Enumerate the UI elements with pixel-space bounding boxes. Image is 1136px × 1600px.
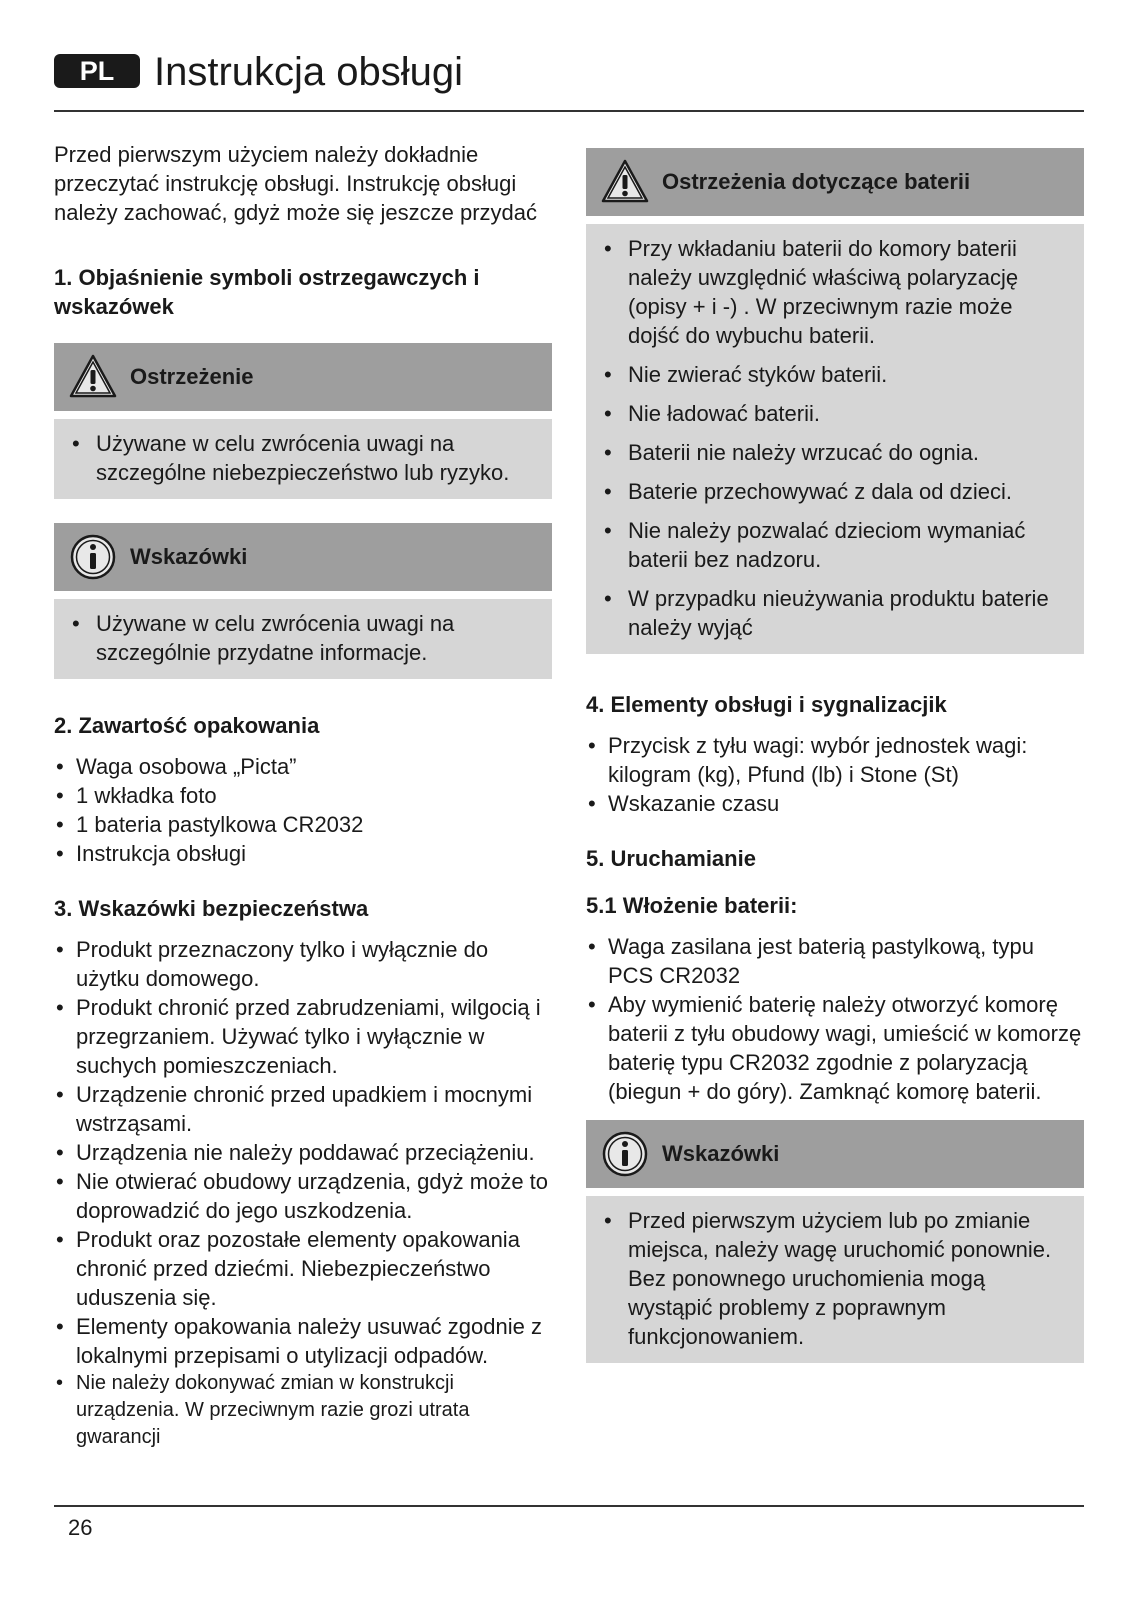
list-item: • Wskazanie czasu — [586, 789, 1084, 818]
list-item: • Produkt przeznaczony tylko i wyłącznie do użytku domowego. — [54, 935, 552, 993]
list-item: • Przy wkładaniu baterii do komory baterii należy uwzględnić właściwą polaryzację (opisy + i -) . W przeciwnym razie może dojść do wybuchu baterii. — [602, 234, 1068, 350]
page-header — [54, 48, 1084, 114]
hint-box-2-header — [586, 1120, 1084, 1188]
hint-box-label: Wskazówki — [130, 544, 248, 569]
hint-box-2 — [586, 1120, 1084, 1363]
language-badge: PL — [54, 54, 140, 88]
page-number: 26 — [68, 1515, 93, 1540]
list-item: • 1 wkładka foto — [54, 781, 552, 810]
warning-box — [54, 343, 552, 499]
list-item: • Nie zwierać styków baterii. — [602, 360, 1068, 389]
warning-box-label: Ostrzeżenie — [130, 364, 254, 389]
warning-triangle-icon — [600, 157, 650, 207]
section-1-heading: 1. Objaśnienie symboli ostrzegawczych i wskazówek — [54, 265, 480, 319]
page-title: Instrukcja obsługi — [154, 50, 464, 94]
info-circle-icon — [68, 532, 118, 582]
list-item: • Waga osobowa „Picta” — [54, 752, 552, 781]
battery-warning-body — [586, 224, 1084, 654]
package-contents-list — [54, 752, 552, 868]
hint-box — [54, 523, 552, 679]
list-item: • Urządzenia nie należy poddawać przeciążeniu. — [54, 1138, 552, 1167]
list-item: • Urządzenie chronić przed upadkiem i mocnymi wstrząsami. — [54, 1080, 552, 1138]
list-item: • Produkt chronić przed zabrudzeniami, wilgocią i przegrzaniem. Używać tylko i wyłącznie w suchych pomieszczeniach. — [54, 993, 552, 1080]
section-5-1-heading: 5.1 Włożenie baterii: — [586, 893, 798, 918]
controls-list — [586, 731, 1084, 818]
battery-insert-list — [586, 932, 1084, 1106]
list-item: • Waga zasilana jest baterią pastylkową, typu PCS CR2032 — [586, 932, 1084, 990]
battery-warning-box — [586, 148, 1084, 654]
list-item: • Nie należy pozwalać dzieciom wymaniać baterii bez nadzoru. — [602, 516, 1068, 574]
warning-triangle-icon — [68, 352, 118, 402]
hint-box-header — [54, 523, 552, 591]
list-item: • Instrukcja obsługi — [54, 839, 552, 868]
safety-list-small — [54, 1370, 552, 1451]
section-4-heading: 4. Elementy obsługi i sygnalizacjik — [586, 692, 947, 717]
hint-box-body — [54, 599, 552, 679]
list-item: • Używane w celu zwrócenia uwagi na szczególne niebezpieczeństwo lub ryzyko. — [70, 429, 536, 487]
safety-list — [54, 935, 552, 1370]
header-divider — [54, 110, 1084, 112]
intro-text: Przed pierwszym użyciem należy dokładnie przeczytać instrukcję obsługi. Instrukcję obsługi należy zachować, gdyż może się jeszcze przydać — [54, 142, 537, 225]
list-item: • Nie ładować baterii. — [602, 399, 1068, 428]
battery-warning-label: Ostrzeżenia dotyczące baterii — [662, 169, 971, 194]
list-item: • Elementy opakowania należy usuwać zgodnie z lokalnymi przepisami o utylizacji odpadów. — [54, 1312, 552, 1370]
list-item: • Używane w celu zwrócenia uwagi na szczególnie przydatne informacje. — [70, 609, 536, 667]
section-2-heading: 2. Zawartość opakowania — [54, 713, 320, 738]
section-3-heading: 3. Wskazówki bezpieczeństwa — [54, 896, 369, 921]
warning-box-body — [54, 419, 552, 499]
battery-warning-box-header — [586, 148, 1084, 216]
list-item: • Przed pierwszym użyciem lub po zmianie miejsca, należy wagę uruchomić ponownie. Bez ponownego uruchomienia mogą wystąpić problemy z poprawnym funkcjonowaniem. — [602, 1206, 1068, 1351]
list-item: • Nie należy dokonywać zmian w konstrukcji urządzenia. W przeciwnym razie grozi utrata gwarancji — [54, 1370, 552, 1451]
hint-box-2-label: Wskazówki — [662, 1141, 780, 1166]
list-item: • Baterie przechowywać z dala od dzieci. — [602, 477, 1068, 506]
list-item: • 1 bateria pastylkowa CR2032 — [54, 810, 552, 839]
warning-box-header — [54, 343, 552, 411]
list-item: • Przycisk z tyłu wagi: wybór jednostek wagi: kilogram (kg), Pfund (lb) i Stone (St) — [586, 731, 1084, 789]
hint-box-2-body — [586, 1196, 1084, 1363]
list-item: • W przypadku nieużywania produktu baterie należy wyjąć — [602, 584, 1068, 642]
footer-divider — [54, 1505, 1084, 1507]
list-item: • Produkt oraz pozostałe elementy opakowania chronić przed dziećmi. Niebezpieczeństwo uduszenia się. — [54, 1225, 552, 1312]
left-column — [54, 140, 552, 1451]
section-5-heading: 5. Uruchamianie — [586, 846, 756, 871]
info-circle-icon — [600, 1129, 650, 1179]
list-item: • Nie otwierać obudowy urządzenia, gdyż może to doprowadzić do jego uszkodzenia. — [54, 1167, 552, 1225]
right-column — [586, 148, 1084, 1387]
list-item: • Baterii nie należy wrzucać do ognia. — [602, 438, 1068, 467]
list-item: • Aby wymienić baterię należy otworzyć komorę baterii z tyłu obudowy wagi, umieścić w komorzę baterię typu CR2032 zgodnie z polaryzacją (biegun + do góry). Zamknąć komorę baterii. — [586, 990, 1084, 1106]
